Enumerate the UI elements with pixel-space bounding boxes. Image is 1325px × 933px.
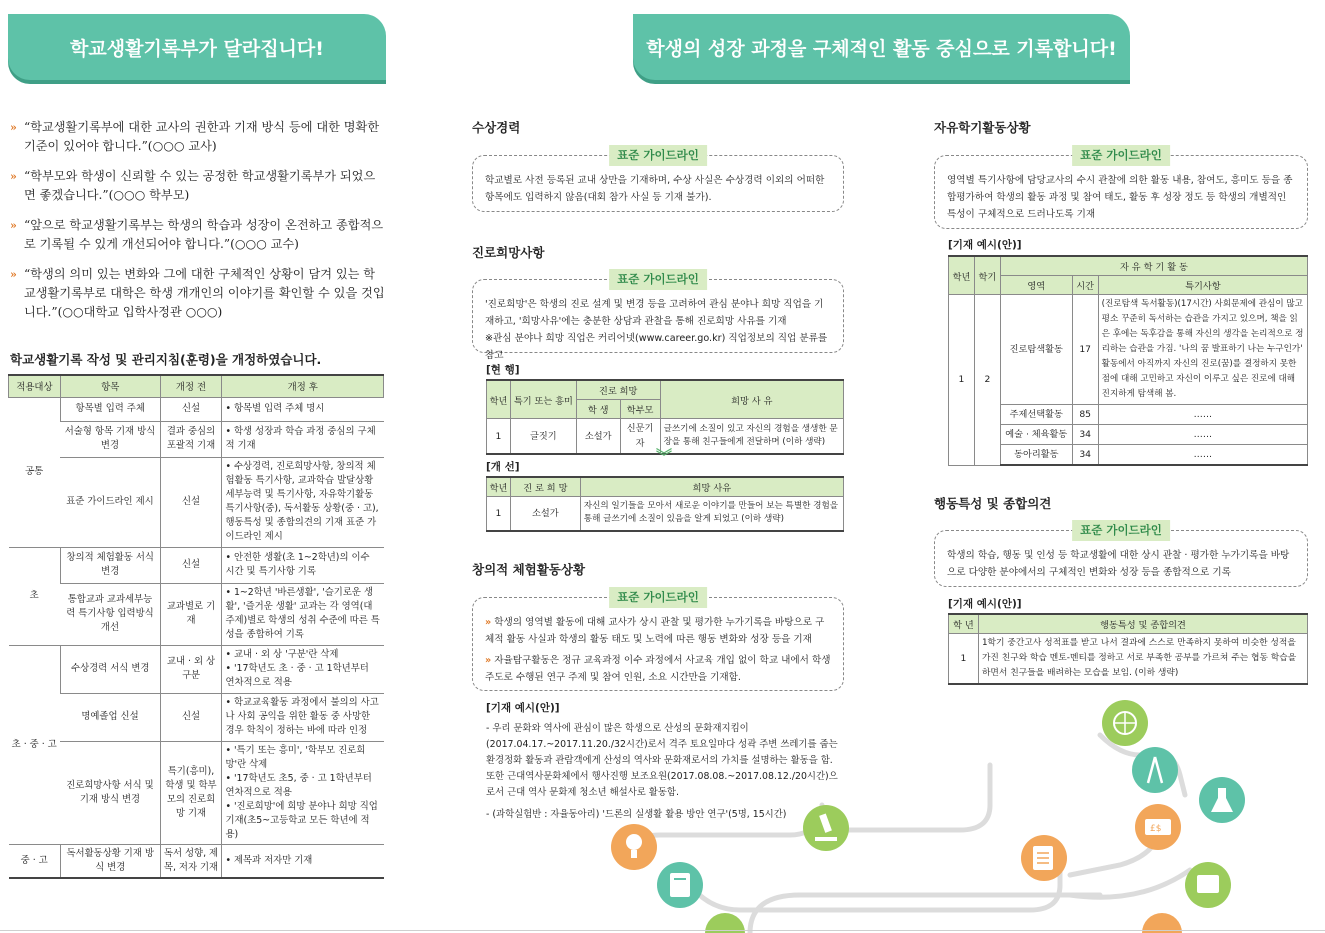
money-icon <box>1135 804 1181 850</box>
awards-guide-text: 학교별로 사전 등록된 교내 상만을 기재하며, 수상 사실은 수상경력 이외의 어떠한 항목에도 입력하지 않음(대회 참가 사실 등 기재 불가). <box>485 175 825 203</box>
quote-mark-icon: » <box>10 170 17 183</box>
table-row <box>9 844 384 878</box>
table-header: 희망 사 유 <box>660 380 843 419</box>
after-cell: • 학생 성장과 학습 과정 중심의 구체적 기재 <box>222 421 384 457</box>
table-row <box>9 547 384 583</box>
career-current-table <box>486 379 844 455</box>
table-row <box>9 741 384 844</box>
area-cell: 진로탐색활동 <box>1000 295 1072 405</box>
before-cell: 독서 성향, 제목, 저자 기재 <box>160 844 222 878</box>
item-cell: 수상경력 서식 변경 <box>60 645 160 693</box>
awards-guide-box <box>472 148 844 212</box>
time-cell: 85 <box>1072 405 1098 425</box>
table-header: 학 생 <box>576 400 620 419</box>
grade-cell: 1 <box>487 497 511 531</box>
before-cell: 신설 <box>160 693 222 741</box>
behavior-title: 행동특성 및 종합의견 <box>934 496 1052 511</box>
table-header: 항목 <box>60 375 160 397</box>
table-row <box>949 405 1308 425</box>
time-cell: 34 <box>1072 445 1098 466</box>
table-header: 특기 또는 흥미 <box>510 380 576 419</box>
free-guide-text: 영역별 특기사항에 담당교사의 수시 관찰에 의한 활동 내용, 참여도, 흥미도 등을 종합평가하여 학생의 활동 과정 및 참여 태도, 활동 후 성장 정도 등 학생의 개별적인 특성이 구체적으로 드러나도록 기재 <box>947 175 1293 220</box>
after-cell: • '특기 또는 흥미', '학부모 진로희망'란 삭제 • '17학년도 초5, 중 · 고 1학년부터 연차적으로 적용 • '진로희망'에 희망 분야나 희망 직업 기재(초5~고등학교 모든 학년에 적용) <box>222 741 384 844</box>
career-guide-text: '진로희망'은 학생의 진로 설계 및 변경 등을 고려하여 관심 분야나 희망 직업을 기재하고, '희망사유'에는 충분한 상담과 관찰을 통해 진로희망 사유를 기재 <box>485 299 824 327</box>
creative-bullet <box>485 652 831 686</box>
career-current-label: [현 행] <box>486 364 520 376</box>
before-cell: 신설 <box>160 457 222 547</box>
special-cell: 글짓기 <box>510 419 576 455</box>
quote-item <box>10 216 386 254</box>
table-header: 자 유 학 기 활 동 <box>1000 256 1307 276</box>
quote-text: “학교생활기록부에 대한 교사의 권한과 기재 방식 등에 대한 명확한 기준이 있어야 합니다.”(○○○ 교사) <box>24 120 380 153</box>
item-cell: 진로희망사항 서식 및 기재 방식 변경 <box>60 741 160 844</box>
quote-mark-icon: » <box>10 121 17 134</box>
reason-cell: 자신의 일기들을 모아서 새로운 이야기를 만들어 보는 특별한 경험을 통해 글쓰기에 소질이 있음을 알게 되었고 (이하 생략) <box>580 497 843 531</box>
guide-label: 표준 가이드라인 <box>609 269 707 290</box>
creative-example-text: - (과학실험반 : 자율동아리) '드론의 실생활 활용 방안 연구'(5명, 15시간) <box>486 809 787 820</box>
quote-text: “학생의 의미 있는 변화와 그에 대한 구체적인 상황이 담겨 있는 학교생활기록부로 대학은 학생 개개인의 이야기를 확인할 수 있을 것입니다.”(○○대학교 입학사정관 ○○○) <box>24 267 385 319</box>
table-header: 진 로 희 망 <box>510 477 580 497</box>
before-cell: 특기(흥미), 학생 및 학부모의 진로희망 기재 <box>160 741 222 844</box>
target-cell: 중 · 고 <box>9 844 61 878</box>
compass-icon <box>1132 747 1178 793</box>
area-cell: 동아리활동 <box>1000 445 1072 466</box>
target-cell: 초 <box>9 547 61 645</box>
bullet-icon: » <box>485 617 492 628</box>
opinion-cell: 1학기 중간고사 성적표를 받고 나서 결과에 스스로 만족하지 못하여 비슷한 성적을 가진 친구와 학습 멘토-멘티를 정하고 서로 부족한 공부를 가르쳐 주는 협동 학습을 하면서 친구들을 배려하는 모습을 보임. (이하 생략) <box>978 634 1307 685</box>
table-header-row <box>949 276 1308 295</box>
table-header-row <box>487 380 844 400</box>
right-banner-title: 학생의 성장 과정을 구체적인 활동 중심으로 기록합니다! <box>646 37 1117 60</box>
target-cell: 초 · 중 · 고 <box>9 645 61 844</box>
calculator-icon <box>657 862 703 908</box>
table-header: 개정 후 <box>222 375 384 397</box>
table-header-row <box>949 614 1308 634</box>
grade-cell: 1 <box>487 419 511 455</box>
career-improved-label: [개 선] <box>486 461 520 473</box>
quote-list <box>10 118 386 333</box>
creative-example-text: - 우리 문화와 역사에 관심이 많은 학생으로 산성의 문화재지킴이(2017.04.17.~2017.11.20./32시간)로서 격주 토요일마다 성곽 주변 쓰레기를 줍는 환경정화 활동과 관람객에게 산성의 역사와 문화재로서의 가치를 설명하는 활동을 함. 또한 근대역사문화체에서 행사진행 보조요원(2017.08.08.~2017.08.12./20시간)으로서 근대 역사 문화제 청소년 해설사로 활동함. <box>486 723 838 798</box>
table-header: 학 년 <box>949 614 979 634</box>
student-cell: 소설가 <box>576 419 620 455</box>
time-cell: 17 <box>1072 295 1098 405</box>
quote-text: “학부모와 학생이 신뢰할 수 있는 공정한 학교생활기록부가 되었으면 좋겠습니다.”(○○○ 학부모) <box>24 169 376 202</box>
microscope-icon <box>803 805 849 851</box>
career-title: 진로희망사항 <box>472 245 545 260</box>
globe-icon <box>1102 700 1148 746</box>
behavior-guide-box <box>934 523 1308 587</box>
quote-item <box>10 167 386 205</box>
free-example-label: [기재 예시(안)] <box>948 239 1022 251</box>
lightbulb-icon <box>611 824 657 870</box>
career-guide-note: ※관심 분야나 희망 직업은 커리어넷(www.career.go.kr) 직업정보의 직업 분류를 참고 <box>485 333 828 361</box>
item-cell: 서술형 항목 기재 방식 변경 <box>60 421 160 457</box>
parent-cell: 신문기자 <box>620 419 660 455</box>
table-row <box>9 457 384 547</box>
area-cell: 예술 · 체육활동 <box>1000 425 1072 445</box>
awards-title: 수상경력 <box>472 120 521 135</box>
hope-cell: 소설가 <box>510 497 580 531</box>
before-cell: 신설 <box>160 397 222 421</box>
left-banner <box>8 14 386 80</box>
table-row <box>9 421 384 457</box>
table-header: 희망 사유 <box>580 477 843 497</box>
creative-example-label: [기재 예시(안)] <box>486 702 560 714</box>
grade-cell: 1 <box>949 634 979 685</box>
before-cell: 교내 · 외 상 구분 <box>160 645 222 693</box>
decor-illustration <box>600 695 1325 933</box>
guide-label: 표준 가이드라인 <box>609 587 707 608</box>
svg-text:£$: £$ <box>1150 824 1162 834</box>
item-cell: 표준 가이드라인 제시 <box>60 457 160 547</box>
table-header: 진로 희망 <box>576 380 660 400</box>
table-header: 특기사항 <box>1098 276 1307 295</box>
after-cell: • 항목별 입력 주체 명시 <box>222 397 384 421</box>
career-improved-table <box>486 476 844 532</box>
table-row <box>9 645 384 693</box>
special-cell: …… <box>1098 445 1307 466</box>
table-header: 학부모 <box>620 400 660 419</box>
revision-table <box>8 374 384 879</box>
after-cell: • 학교교육활동 과정에서 불의의 사고나 사회 공익을 위한 활동 중 사망한 경우 학칙이 정하는 바에 따라 인정 <box>222 693 384 741</box>
table-header: 행동특성 및 종합의견 <box>978 614 1307 634</box>
book-icon <box>1021 835 1067 881</box>
guide-label: 표준 가이드라인 <box>1072 145 1170 166</box>
before-cell: 신설 <box>160 547 222 583</box>
table-row <box>949 425 1308 445</box>
quote-item <box>10 265 386 322</box>
table-row <box>9 583 384 645</box>
after-cell: • 교내 · 외 상 '구분'란 삭제 • '17학년도 초 · 중 · 고 1학년부터 연차적으로 적용 <box>222 645 384 693</box>
special-cell: (진로탐색 독서활동)(17시간) 사회문제에 관심이 많고 평소 꾸준히 독서하는 습관을 가지고 있으며, 책을 읽은 후에는 독후감을 통해 자신의 생각을 논리적으로 정리하는 습관을 가짐. '나의 꿈 발표하기 나는 누구인가' 활동에서 아직까지 자신의 진로(꿈)를 결정하지 못한 점에 대해 고민하고 자신이 이루고 싶은 진로에 대해 진지하게 탐색해 봄. <box>1098 295 1307 405</box>
table-row <box>9 693 384 741</box>
before-cell: 결과 중심의 포괄적 기재 <box>160 421 222 457</box>
science-flask-icon <box>1199 777 1245 823</box>
guide-label: 표준 가이드라인 <box>1072 520 1170 541</box>
after-cell: • 1~2학년 '바른생활', '슬기로운 생활', '즐거운 생활' 교과는 각 영역(대주제)별로 학생의 성취 수준에 따른 특성을 종합하여 기록 <box>222 583 384 645</box>
quote-mark-icon: » <box>10 268 17 281</box>
table-header: 적용대상 <box>9 375 61 397</box>
quote-item <box>10 118 386 156</box>
behavior-example-table <box>948 613 1308 685</box>
free-title: 자유학기활동상황 <box>934 120 1031 135</box>
right-banner <box>633 14 1130 80</box>
item-cell: 통합교과 교과세부능력 특기사항 입력방식 개선 <box>60 583 160 645</box>
chevron-down-icon: ︾ <box>656 447 673 466</box>
semester-cell: 2 <box>974 295 1000 466</box>
table-row <box>949 634 1308 685</box>
quote-mark-icon: » <box>10 219 17 232</box>
table-header: 시간 <box>1072 276 1098 295</box>
free-guide-box <box>934 148 1308 229</box>
table-header-row <box>9 375 384 397</box>
table-row <box>487 497 844 531</box>
after-cell: • 안전한 생활(초 1~2학년)의 이수 시간 및 특기사항 기록 <box>222 547 384 583</box>
table-header: 학년 <box>487 380 511 419</box>
table-row <box>949 445 1308 466</box>
table-header: 학년 <box>487 477 511 497</box>
career-guide-box <box>472 272 844 361</box>
creative-bullet-text: 자율탐구활동은 정규 교육과정 이수 과정에서 사교육 개입 없이 학교 내에서 학생 주도로 수행된 연구 주제 및 참여 인원, 소요 시간만을 기재함. <box>485 655 831 683</box>
revision-table-title: 학교생활기록 작성 및 관리지침(훈령)을 개정하였습니다. <box>10 352 322 367</box>
grade-cell: 1 <box>949 295 975 466</box>
area-cell: 주제선택활동 <box>1000 405 1072 425</box>
table-row <box>9 397 384 421</box>
table-header: 학년 <box>949 256 975 295</box>
page-bottom-line <box>0 930 1325 931</box>
behavior-guide-text: 학생의 학습, 행동 및 인성 등 학교생활에 대한 상시 관찰 · 평가한 누가기록을 바탕으로 다양한 분야에서의 구체적인 변화와 성장 등을 종합적으로 기록 <box>947 550 1290 578</box>
creative-bullet <box>485 614 831 648</box>
left-banner-title: 학교생활기록부가 달라집니다! <box>70 37 324 60</box>
special-cell: …… <box>1098 425 1307 445</box>
quote-text: “앞으로 학교생활기록부는 학생의 학습과 성장이 온전하고 종합적으로 기록될 수 있게 개선되어야 합니다.”(○○○ 교수) <box>24 218 384 251</box>
table-header: 개정 전 <box>160 375 222 397</box>
item-cell: 명예졸업 신설 <box>60 693 160 741</box>
whiteboard-icon <box>1185 862 1231 908</box>
item-cell: 항목별 입력 주체 <box>60 397 160 421</box>
after-cell: • 제목과 저자만 기재 <box>222 844 384 878</box>
after-cell: • 수상경력, 진로희망사항, 창의적 체험활동 특기사항, 교과학습 발달상황 세부능력 및 특기사항, 자유학기활동 특기사항(중), 독서활동 상황(중 · 고), 행동특성 및 종합의견의 기재 표준 가이드라인 제시 <box>222 457 384 547</box>
target-cell: 공통 <box>9 397 61 547</box>
creative-bullet-text: 학생의 영역별 활동에 대해 교사가 상시 관찰 및 평가한 누가기록을 바탕으로 구체적 활동 사실과 학생의 활동 태도 및 노력에 따른 행동 변화와 성장 등을 기재 <box>485 617 825 645</box>
free-example-table <box>948 255 1308 466</box>
item-cell: 창의적 체험활동 서식 변경 <box>60 547 160 583</box>
time-cell: 34 <box>1072 425 1098 445</box>
creative-guide-box <box>472 590 844 691</box>
bullet-icon: » <box>485 655 492 666</box>
guide-label: 표준 가이드라인 <box>609 145 707 166</box>
reason-cell: 글쓰기에 소질이 있고 자신의 경험을 생생한 문장을 통해 친구들에게 전달하며 (이하 생략) <box>660 419 843 455</box>
table-header-row <box>487 477 844 497</box>
table-header: 영역 <box>1000 276 1072 295</box>
behavior-example-label: [기재 예시(안)] <box>948 598 1022 610</box>
item-cell: 독서활동상황 기재 방식 변경 <box>60 844 160 878</box>
table-row <box>949 295 1308 405</box>
special-cell: …… <box>1098 405 1307 425</box>
before-cell: 교과별로 기재 <box>160 583 222 645</box>
table-header-row <box>949 256 1308 276</box>
table-header: 학기 <box>974 256 1000 295</box>
creative-title: 창의적 체험활동상황 <box>472 562 586 577</box>
